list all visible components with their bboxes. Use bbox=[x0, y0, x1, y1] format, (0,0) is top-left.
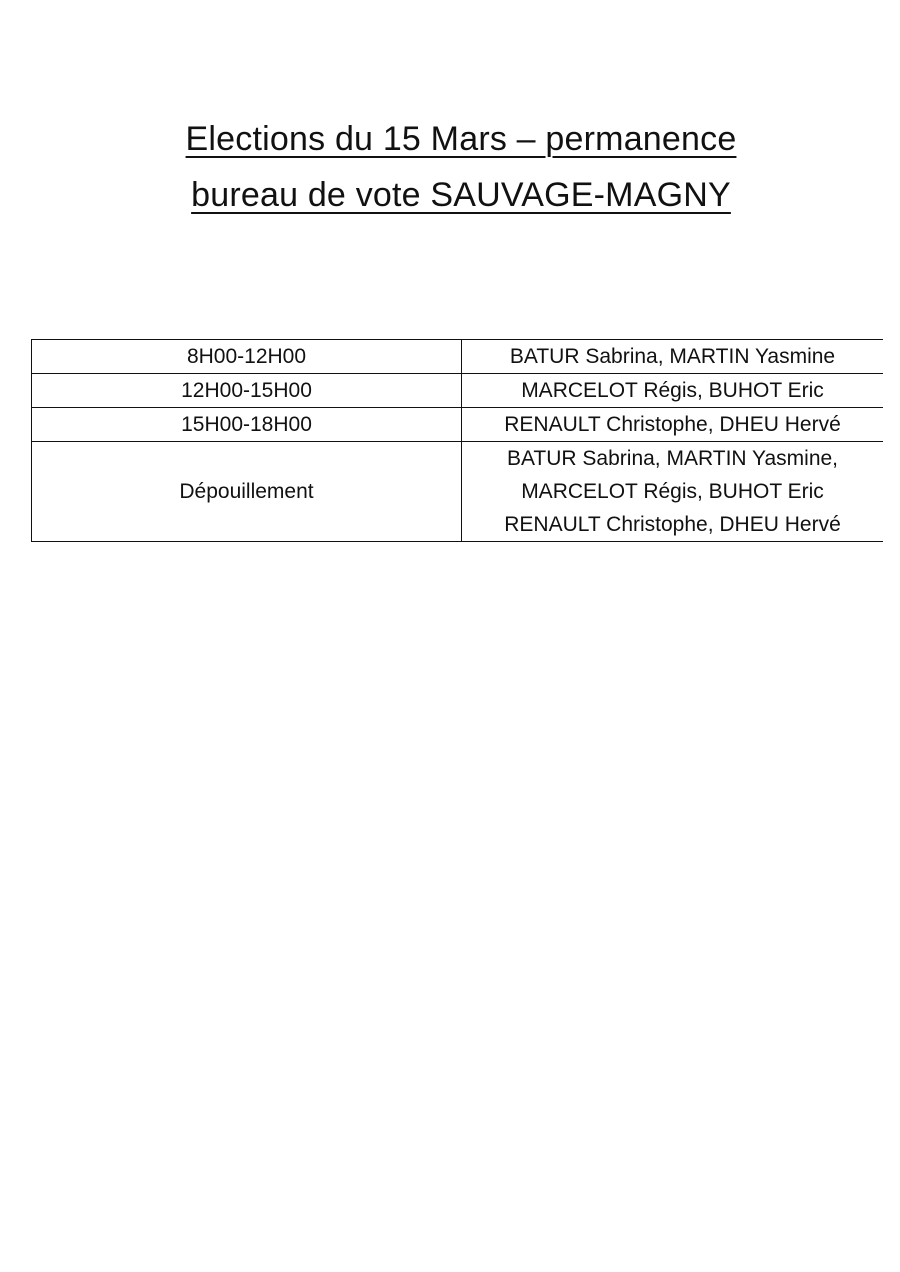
title-line-2: bureau de vote SAUVAGE-MAGNY bbox=[191, 176, 731, 214]
table-row bbox=[32, 408, 884, 442]
staff-cell bbox=[462, 408, 884, 442]
time-slot-cell: 12H00-15H00 bbox=[32, 374, 462, 408]
staff-cell bbox=[462, 442, 884, 542]
table-row bbox=[32, 442, 884, 542]
time-slot-cell: 15H00-18H00 bbox=[32, 408, 462, 442]
schedule-table bbox=[31, 339, 883, 542]
staff-names: BATUR Sabrina, MARTIN Yasmine bbox=[509, 345, 836, 368]
staff-names: RENAULT Christophe, DHEU Hervé bbox=[504, 513, 841, 536]
staff-names: BATUR Sabrina, MARTIN Yasmine, bbox=[506, 447, 839, 470]
staff-cell bbox=[462, 374, 884, 408]
staff-names: RENAULT Christophe, DHEU Hervé bbox=[504, 413, 841, 436]
staff-names: MARCELOT Régis, BUHOT Eric bbox=[521, 379, 824, 402]
document-title bbox=[0, 122, 900, 212]
staff-cell bbox=[462, 340, 884, 374]
table-row bbox=[32, 374, 884, 408]
title-line-1: Elections du 15 Mars – permanence bbox=[185, 120, 737, 158]
time-slot-cell: 8H00-12H00 bbox=[32, 340, 462, 374]
table-row bbox=[32, 340, 884, 374]
staff-names: MARCELOT Régis, BUHOT Eric bbox=[521, 480, 824, 503]
time-slot-cell: Dépouillement bbox=[32, 442, 462, 542]
